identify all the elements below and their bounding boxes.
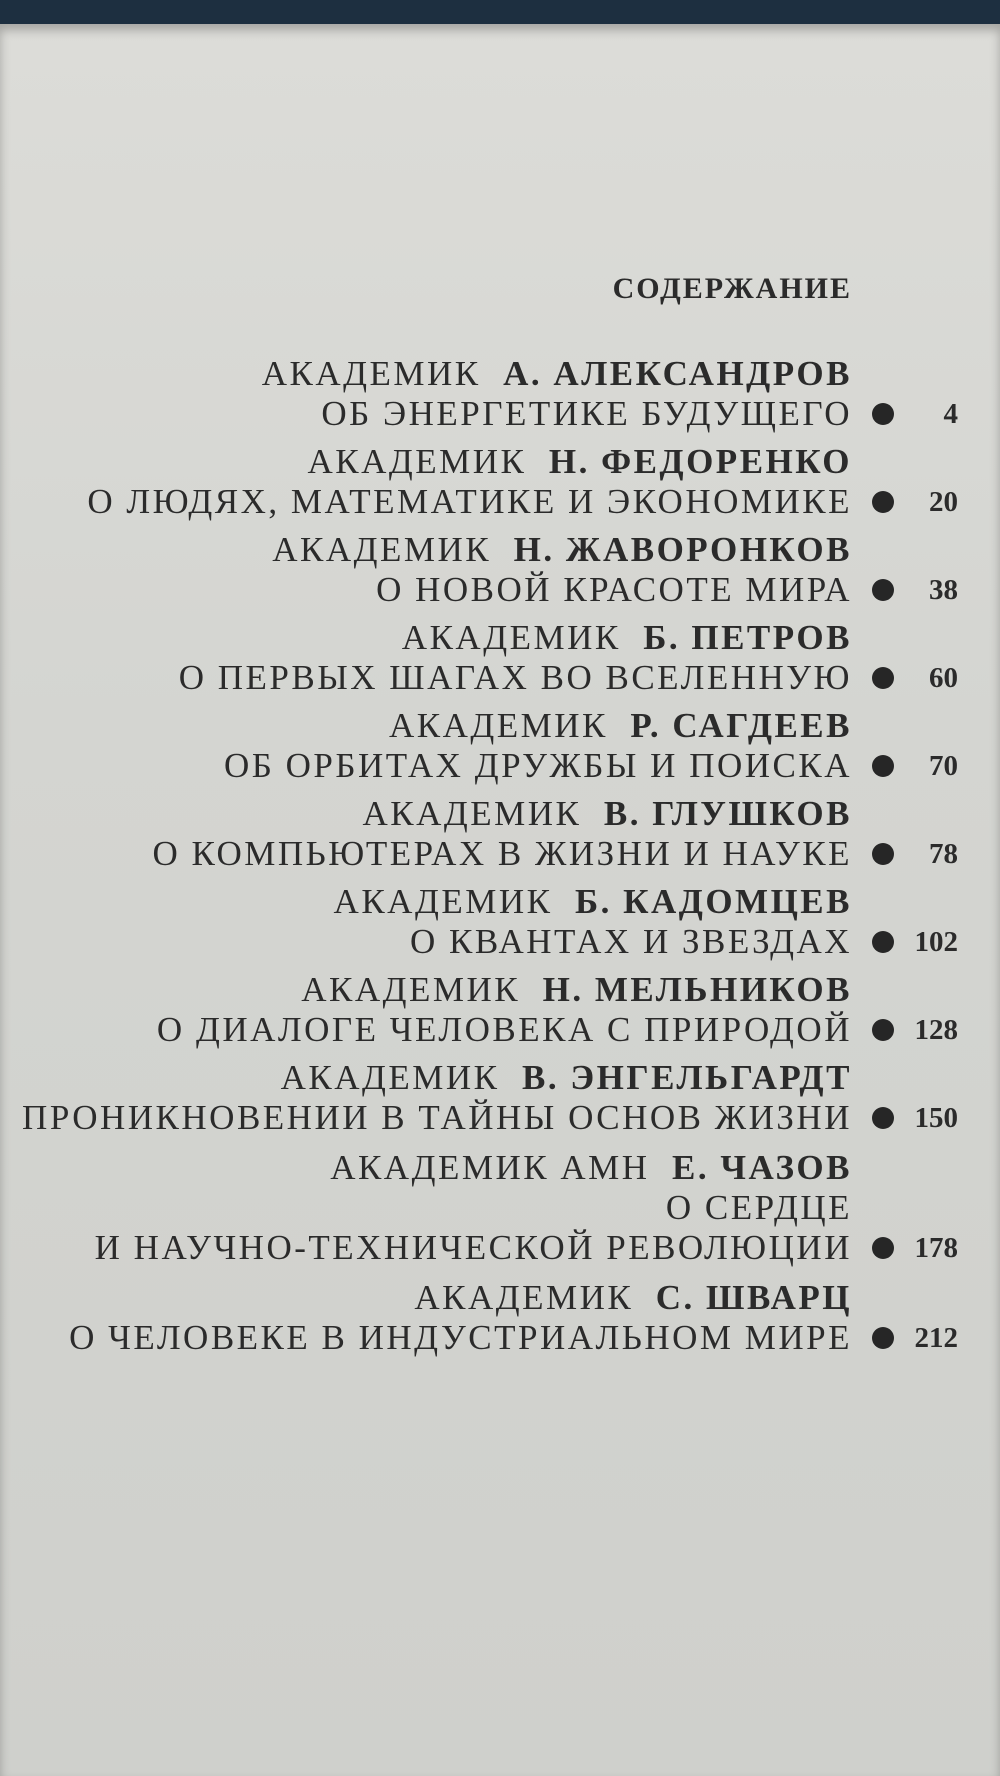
bullet-icon (872, 755, 894, 777)
page-number: 128 (914, 1014, 958, 1046)
toc-author (307, 442, 852, 482)
author-prefix: АКАДЕМИК (414, 1278, 634, 1317)
bullet-icon (872, 1237, 894, 1259)
bullet-icon (872, 403, 894, 425)
bullet-icon (872, 579, 894, 601)
toc-article-title: О ДИАЛОГЕ ЧЕЛОВЕКА С ПРИРОДОЙ (156, 1010, 852, 1049)
toc-author (330, 1148, 852, 1188)
toc-author (272, 530, 852, 570)
author-name: В. ГЛУШКОВ (603, 794, 852, 833)
toc-author (262, 354, 852, 394)
author-name: Б. ПЕТРОВ (643, 618, 852, 657)
page-number: 178 (914, 1232, 958, 1264)
author-prefix: АКАДЕМИК (401, 618, 621, 657)
page-number: 212 (914, 1322, 958, 1354)
bullet-icon (872, 1327, 894, 1349)
toc-article-title: ОБ ОРБИТАХ ДРУЖБЫ И ПОИСКА (224, 746, 852, 785)
author-name: А. АЛЕКСАНДРОВ (503, 354, 852, 393)
author-name: Б. КАДОМЦЕВ (574, 882, 852, 921)
author-prefix: АКАДЕМИК (307, 442, 527, 481)
page-number: 38 (929, 574, 958, 606)
bullet-icon (872, 931, 894, 953)
author-prefix: АКАДЕМИК (301, 970, 521, 1009)
toc-article-title: О НОВОЙ КРАСОТЕ МИРА (376, 570, 852, 609)
bullet-icon (872, 667, 894, 689)
page-number: 4 (943, 398, 958, 430)
author-name: Н. ФЕДОРЕНКО (548, 442, 852, 481)
toc-title: СОДЕРЖАНИЕ (612, 272, 852, 305)
toc-author (414, 1278, 852, 1318)
author-prefix: АКАДЕМИК (333, 882, 553, 921)
toc-author (281, 1058, 852, 1098)
bullet-icon (872, 1019, 894, 1041)
toc-author (389, 706, 852, 746)
toc-article-title: О ЧЕЛОВЕКЕ В ИНДУСТРИАЛЬНОМ МИРЕ (69, 1318, 852, 1357)
author-prefix: АКАДЕМИК (272, 530, 492, 569)
page-number: 70 (929, 750, 958, 782)
toc-author (402, 618, 852, 658)
toc-article-title: О СЕРДЦЕ (665, 1188, 852, 1227)
page-number: 20 (929, 486, 958, 518)
author-prefix: АКАДЕМИК (362, 794, 582, 833)
page-number: 150 (914, 1102, 958, 1134)
toc-author (334, 882, 852, 922)
page-number: 78 (929, 838, 958, 870)
author-name: Н. МЕЛЬНИКОВ (542, 970, 852, 1009)
author-prefix: АКАДЕМИК (261, 354, 481, 393)
author-prefix: АКАДЕМИК АМН (330, 1148, 650, 1187)
author-name: В. ЭНГЕЛЬГАРДТ (522, 1058, 852, 1097)
toc-author (362, 794, 852, 834)
author-name: Н. ЖАВОРОНКОВ (513, 530, 852, 569)
toc-author (301, 970, 852, 1010)
page-number: 60 (929, 662, 958, 694)
bullet-icon (872, 1107, 894, 1129)
toc-article-title: О КВАНТАХ И ЗВЕЗДАХ (409, 922, 852, 961)
author-name: Е. ЧАЗОВ (672, 1148, 852, 1187)
author-name: С. ШВАРЦ (655, 1278, 852, 1317)
bullet-icon (872, 491, 894, 513)
toc-article-title: О ПЕРВЫХ ШАГАХ ВО ВСЕЛЕННУЮ (178, 658, 852, 697)
author-prefix: АКАДЕМИК (388, 706, 608, 745)
toc-article-title: ОБ ЭНЕРГЕТИКЕ БУДУЩЕГО (321, 394, 852, 433)
bullet-icon (872, 843, 894, 865)
book-page (0, 24, 1000, 1776)
author-prefix: АКАДЕМИК (280, 1058, 500, 1097)
page-number: 102 (914, 926, 958, 958)
toc-article-title: ПРОНИКНОВЕНИИ В ТАЙНЫ ОСНОВ ЖИЗНИ (22, 1098, 852, 1137)
toc-article-title: О КОМПЬЮТЕРАХ В ЖИЗНИ И НАУКЕ (152, 834, 852, 873)
toc-article-title: И НАУЧНО-ТЕХНИЧЕСКОЙ РЕВОЛЮЦИИ (94, 1228, 852, 1267)
toc-article-title: О ЛЮДЯХ, МАТЕМАТИКЕ И ЭКОНОМИКЕ (87, 482, 852, 521)
author-name: Р. САГДЕЕВ (630, 706, 852, 745)
